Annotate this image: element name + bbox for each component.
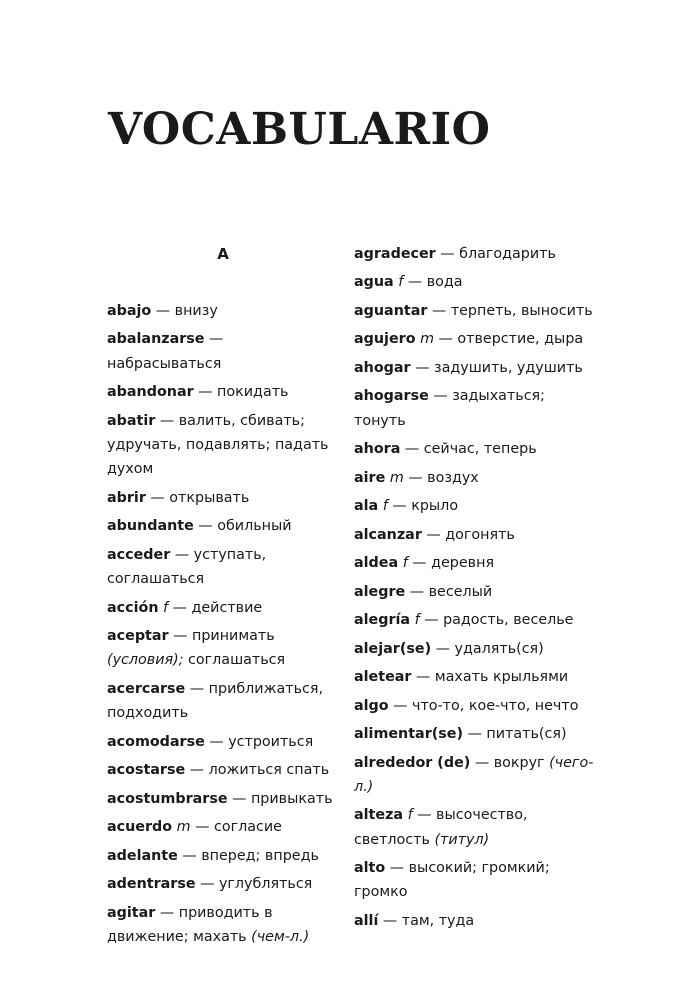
entry-headword: agujero [354, 331, 416, 348]
entry-gender: f [163, 599, 169, 616]
entry-translation: вода [426, 274, 463, 291]
entry-gender: f [382, 498, 388, 515]
entry-headword: abajo [107, 303, 152, 319]
entry-list-right [354, 242, 594, 933]
vocabulary-entry: ala f — крыло [354, 498, 459, 515]
entry-translation: набрасываться [107, 355, 222, 372]
entry-headword: acomodarse [107, 733, 205, 750]
entry-translation: там, туда [401, 912, 475, 929]
vocabulary-entry: abandonar — покидать [107, 384, 289, 401]
vocabulary-entry: acomodarse — устроиться [107, 733, 314, 750]
entry-headword: adelante [107, 847, 178, 864]
vocabulary-entry: abajo — внизу [107, 303, 218, 319]
entry-headword: abalanzarse [107, 331, 205, 348]
entry-translation: вперед; впредь [201, 847, 319, 864]
entry-headword: alejar(se) [354, 640, 432, 657]
entry-translation: терпеть, выносить [450, 302, 593, 319]
vocabulary-entry: aldea f — деревня [354, 555, 495, 572]
entry-headword: alrededor (de) [354, 754, 471, 771]
vocabulary-entry: abalanzarse — набрасываться [107, 331, 224, 372]
entry-headword: allí [354, 912, 379, 929]
vocabulary-entry: alrededor (de) — вокруг (чего-л.) [354, 754, 594, 795]
vocabulary-entry: alto — высокий; громкий; громко [354, 860, 550, 901]
entry-note: (чем-л.) [251, 928, 310, 945]
entry-translation: крыло [411, 498, 459, 515]
entry-headword: adentrarse [107, 876, 196, 893]
entry-headword: acceder [107, 546, 171, 563]
entry-headword: agitar [107, 904, 156, 921]
entry-headword: agua [354, 274, 394, 291]
entry-note: (условия); [107, 652, 184, 669]
vocabulary-entry: alejar(se) — удалять(ся) [354, 640, 544, 657]
entry-headword: algo [354, 697, 389, 714]
entry-gender: m [176, 819, 191, 836]
entry-translation: задушить, удушить [433, 359, 583, 376]
entry-headword: ahora [354, 441, 401, 458]
entry-translation: устроиться [228, 733, 314, 750]
entry-gender: f [407, 807, 413, 824]
vocabulary-entry: alimentar(se) — питать(ся) [354, 726, 567, 743]
vocabulary-entry: agua f — вода [354, 274, 463, 291]
vocabulary-entry: algo — что-то, кое-что, нечто [354, 697, 579, 714]
entry-note: (титул) [434, 831, 490, 848]
vocabulary-entry: abatir — валить, сбивать; удручать, подавлять; падать духом [107, 412, 329, 478]
vocabulary-entry: alegre — веселый [354, 583, 493, 600]
vocabulary-entry: adelante — вперед; впредь [107, 847, 319, 864]
entry-translation: махать крыльями [434, 669, 569, 686]
vocabulary-column-left [107, 242, 339, 953]
entry-headword: acuerdo [107, 819, 173, 836]
entry-headword: acostarse [107, 762, 186, 779]
entry-gender: f [402, 555, 408, 572]
vocabulary-entry: acción f — действие [107, 599, 263, 616]
entry-headword: alegría [354, 612, 411, 629]
entry-translation: что-то, кое-что, нечто [412, 697, 579, 714]
entry-gender: m [389, 469, 404, 486]
entry-headword: aguantar [354, 302, 428, 319]
vocabulary-entry: aguantar — терпеть, выносить [354, 302, 593, 319]
section-letter: A [217, 245, 229, 263]
entry-headword: abundante [107, 518, 194, 535]
vocabulary-entry: alcanzar — догонять [354, 526, 515, 543]
entry-list-left [107, 299, 339, 949]
entry-headword: acostumbrarse [107, 790, 228, 807]
entry-translation: открывать [169, 489, 250, 506]
vocabulary-entry: adentrarse — углубляться [107, 876, 313, 893]
vocabulary-entry: acuerdo m — согласие [107, 819, 282, 836]
entry-translation: воздух [427, 469, 479, 486]
page-title: VOCABULARIO [108, 104, 491, 155]
entry-translation: ложиться спать [208, 762, 330, 779]
entry-translation: догонять [445, 526, 515, 543]
entry-translation: деревня [431, 555, 495, 572]
vocabulary-entry: alegría f — радость, веселье [354, 612, 574, 629]
entry-translation: радость, веселье [443, 612, 574, 629]
entry-headword: ahogarse [354, 388, 429, 405]
entry-translation: принимать [191, 628, 275, 645]
entry-headword: aceptar [107, 628, 169, 645]
vocabulary-entry: agradecer — благодарить [354, 246, 556, 262]
entry-translation: удалять(ся) [454, 640, 544, 657]
entry-headword: alimentar(se) [354, 726, 464, 743]
entry-translation: уступать, соглашаться [107, 546, 267, 588]
entry-gender: f [398, 274, 404, 291]
entry-translation: задыхаться; тонуть [354, 388, 545, 429]
vocabulary-entry: ahogar — задушить, удушить [354, 359, 583, 376]
entry-translation: вокруг [493, 754, 545, 771]
vocabulary-entry: aletear — махать крыльями [354, 669, 569, 686]
vocabulary-entry: agitar — приводить в движение; махать (чем-л.) [107, 904, 310, 945]
entry-headword: aldea [354, 555, 399, 572]
entry-headword: ahogar [354, 359, 411, 376]
vocabulary-entry: acceder — уступать, соглашаться [107, 546, 267, 588]
entry-headword: abrir [107, 489, 146, 506]
entry-translation: приближаться, подходить [107, 680, 324, 722]
vocabulary-entry: ahora — сейчас, теперь [354, 441, 537, 458]
entry-headword: alegre [354, 583, 406, 600]
entry-translation: сейчас, теперь [423, 441, 537, 458]
entry-headword: acercarse [107, 680, 186, 697]
entry-headword: alteza [354, 807, 404, 824]
entry-headword: aire [354, 469, 386, 486]
vocabulary-entry: agujero m — отверстие, дыра [354, 331, 584, 348]
entry-headword: agradecer [354, 246, 436, 262]
entry-gender: f [414, 612, 420, 629]
vocabulary-entry: aceptar — принимать (условия); соглашаться [107, 628, 286, 669]
vocabulary-entry: aire m — воздух [354, 469, 479, 486]
entry-translation: углубляться [218, 876, 313, 893]
entry-translation: покидать [217, 384, 289, 401]
vocabulary-entry: abundante — обильный [107, 518, 292, 535]
entry-headword: abatir [107, 412, 156, 429]
entry-note: (чего-л.) [354, 754, 594, 795]
entry-translation: привыкать [250, 790, 333, 807]
entry-translation: питать(ся) [486, 726, 567, 743]
entry-gender: m [420, 331, 435, 348]
entry-translation: благодарить [459, 246, 556, 262]
entry-translation: приводить в движение; махать [107, 904, 273, 945]
entry-translation: действие [191, 599, 263, 616]
vocabulary-entry: acostumbrarse — привыкать [107, 790, 333, 807]
entry-translation: обильный [217, 518, 292, 535]
entry-headword: alcanzar [354, 526, 422, 543]
vocabulary-entry: allí — там, туда [354, 912, 475, 929]
entry-translation: отверстие, дыра [457, 331, 584, 348]
entry-translation: внизу [174, 303, 218, 319]
entry-headword: aletear [354, 669, 412, 686]
entry-translation: валить, сбивать; удручать, подавлять; падать духом [107, 412, 329, 478]
entry-translation: веселый [428, 583, 493, 600]
vocabulary-entry: alteza f — высочество, светлость (титул) [354, 807, 528, 848]
entry-headword: ala [354, 498, 379, 515]
entry-translation-continued: соглашаться [188, 652, 286, 669]
entry-translation: согласие [213, 819, 282, 836]
entry-headword: alto [354, 860, 386, 877]
vocabulary-entry: acercarse — приближаться, подходить [107, 680, 324, 722]
vocabulary-entry: acostarse — ложиться спать [107, 762, 330, 779]
entry-translation: высочество, светлость [354, 807, 528, 848]
vocabulary-entry: abrir — открывать [107, 489, 250, 506]
vocabulary-column-right [354, 242, 594, 937]
entry-headword: abandonar [107, 384, 194, 401]
vocabulary-entry: ahogarse — задыхаться; тонуть [354, 388, 545, 429]
entry-headword: acción [107, 599, 159, 616]
entry-translation: высокий; громкий; громко [354, 860, 550, 901]
